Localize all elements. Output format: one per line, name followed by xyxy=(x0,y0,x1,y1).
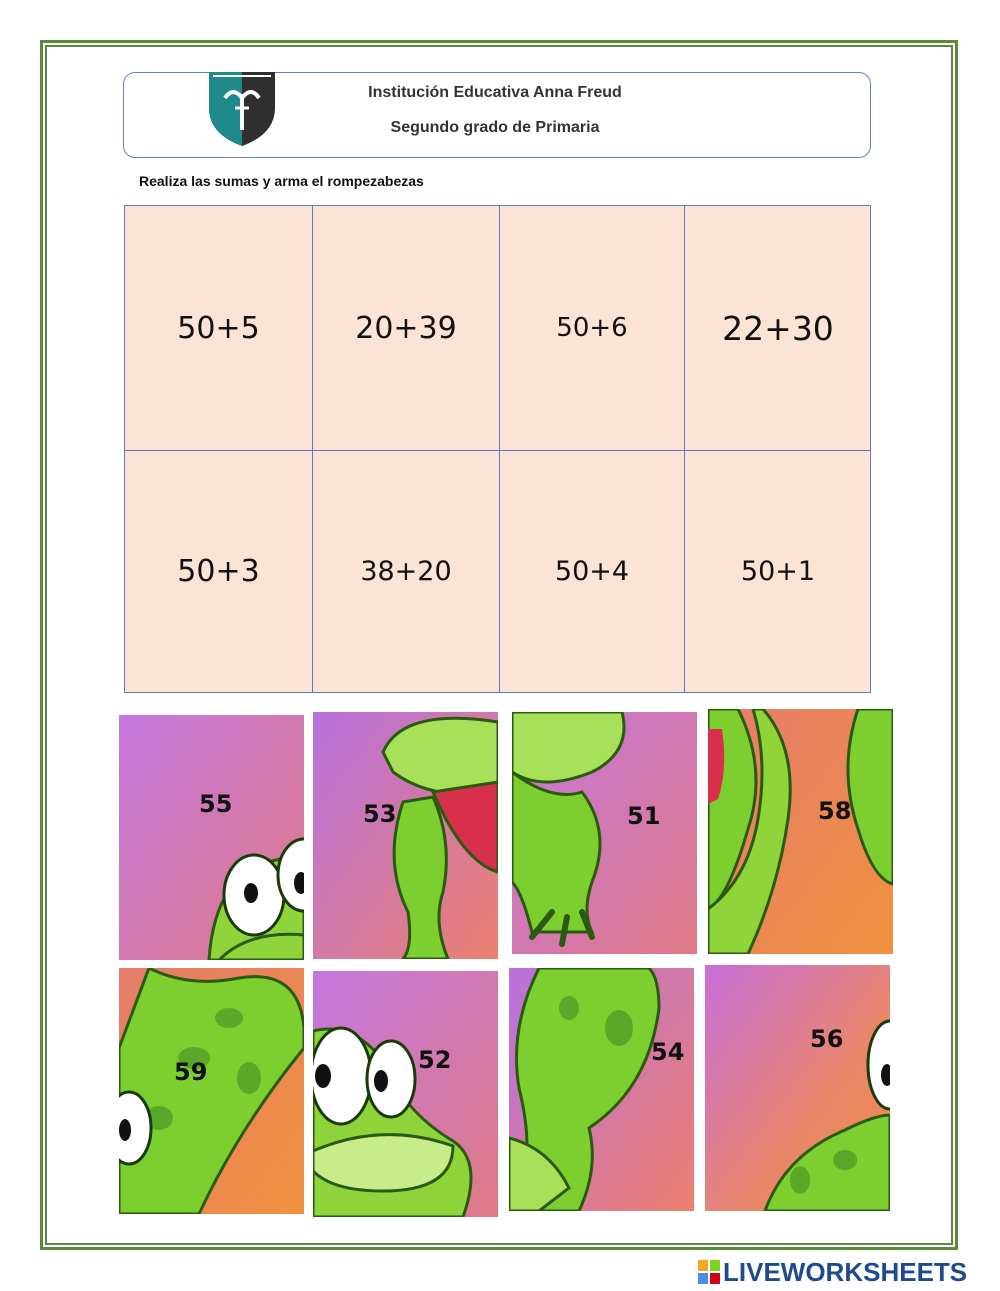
problem-cell: 20+39 xyxy=(313,206,500,451)
puzzle-piece[interactable] xyxy=(119,968,304,1214)
piece-number: 58 xyxy=(818,797,852,825)
puzzle-piece[interactable] xyxy=(512,712,697,954)
problem-cell: 38+20 xyxy=(313,451,500,692)
instruction-text: Realiza las sumas y arma el rompezabezas xyxy=(139,173,424,189)
piece-number: 52 xyxy=(418,1046,452,1074)
problem-cell: 50+4 xyxy=(500,451,685,692)
puzzle-piece[interactable] xyxy=(708,709,893,954)
piece-number: 53 xyxy=(363,800,397,828)
school-name: Institución Educativa Anna Freud xyxy=(368,84,622,101)
piece-number: 56 xyxy=(810,1025,844,1053)
problem-cell: 50+3 xyxy=(125,451,313,692)
puzzle-piece[interactable] xyxy=(313,971,498,1217)
grade-label: Segundo grado de Primaria xyxy=(390,119,600,136)
school-shield-logo xyxy=(205,68,279,148)
problem-cell: 50+1 xyxy=(740,556,816,587)
liveworksheets-logo[interactable] xyxy=(698,1258,967,1286)
problem-cell: 50+5 xyxy=(125,206,313,451)
problem-cell: 22+30 xyxy=(685,206,871,451)
piece-number: 59 xyxy=(174,1058,208,1086)
piece-number: 54 xyxy=(651,1038,685,1066)
liveworksheets-brand: LIVEWORKSHEETS xyxy=(723,1256,968,1287)
piece-number: 55 xyxy=(199,790,233,818)
problems-grid xyxy=(124,205,871,693)
liveworksheets-icon xyxy=(698,1260,720,1284)
piece-number: 51 xyxy=(627,802,661,830)
puzzle-piece[interactable] xyxy=(705,965,890,1211)
puzzle-piece[interactable] xyxy=(509,968,694,1211)
problem-cell: 50+6 xyxy=(500,206,685,451)
puzzle-piece[interactable] xyxy=(119,715,304,960)
puzzle-piece[interactable] xyxy=(313,712,498,959)
